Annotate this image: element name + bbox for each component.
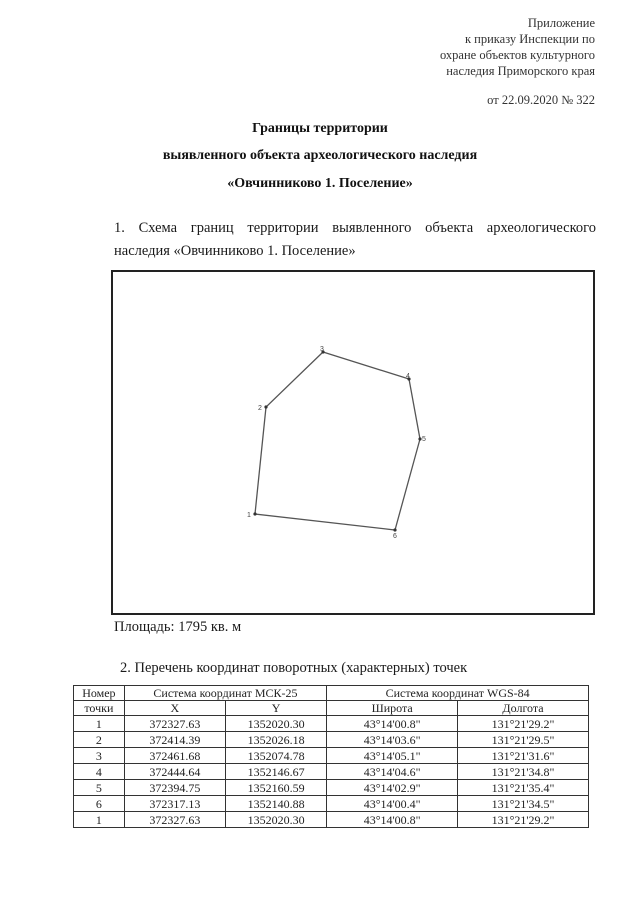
cell-longitude: 131°21'29.5" [458,732,589,748]
cell-latitude: 43°14'03.6" [327,732,458,748]
cell-longitude: 131°21'29.2" [458,716,589,732]
cell-x: 372461.68 [124,748,225,764]
cell-latitude: 43°14'04.6" [327,764,458,780]
header-y: Y [225,701,326,716]
cell-latitude: 43°14'00.4" [327,796,458,812]
cell-x: 372327.63 [124,716,225,732]
document-title-line-3: «Овчинниково 1. Поселение» [227,176,413,191]
cell-longitude: 131°21'34.8" [458,764,589,780]
section2-heading: 2. Перечень координат поворотных (характерных) точек [120,660,468,676]
cell-point-number: 6 [74,796,125,812]
cell-latitude: 43°14'05.1" [327,748,458,764]
table-row [74,780,589,796]
cell-y: 1352020.30 [225,716,326,732]
appendix-line: к приказу Инспекции по [464,32,595,46]
header-longitude: Долгота [458,701,589,716]
header-point: точки [74,701,125,716]
section1-heading-line-2: наследия «Овчинниково 1. Поселение» [114,243,356,259]
cell-latitude: 43°14'00.8" [327,716,458,732]
cell-x: 372414.39 [124,732,225,748]
cell-x: 372444.64 [124,764,225,780]
cell-longitude: 131°21'34.5" [458,796,589,812]
cell-latitude: 43°14'02.9" [327,780,458,796]
table-row [74,796,589,812]
table-header-row [74,686,589,701]
cell-y: 1352020.30 [225,812,326,828]
table-subheader-row [74,701,589,716]
point-label-2: 2 [258,405,262,412]
section1-text-1: 1. Схема границ территории выявленного объекта археологического [114,220,596,236]
point-label-4: 4 [406,373,410,380]
header-wgs84: Система координат WGS-84 [327,686,589,701]
cell-y: 1352026.18 [225,732,326,748]
table-row [74,732,589,748]
point-label-5: 5 [422,436,426,443]
cell-point-number: 5 [74,780,125,796]
cell-y: 1352074.78 [225,748,326,764]
cell-latitude: 43°14'00.8" [327,812,458,828]
cell-point-number: 1 [74,812,125,828]
boundary-point-6 [393,528,396,531]
cell-x: 372327.63 [124,812,225,828]
boundary-point-1 [253,512,256,515]
table-row [74,716,589,732]
document-title-line-2: выявленного объекта археологического наследия [162,148,478,163]
boundary-scheme-svg [113,272,597,617]
table-row [74,748,589,764]
header-latitude: Широта [327,701,458,716]
boundary-point-2 [264,405,267,408]
appendix-line: Приложение [527,16,595,30]
header-number: Номер [74,686,125,701]
point-label-3: 3 [320,346,324,353]
boundary-scheme [111,270,595,615]
cell-longitude: 131°21'29.2" [458,812,589,828]
area-text: Площадь: 1795 кв. м [114,619,242,635]
appendix-line: наследия Приморского края [446,64,595,78]
cell-point-number: 4 [74,764,125,780]
coordinates-table [73,685,589,828]
cell-longitude: 131°21'35.4" [458,780,589,796]
appendix-header [440,15,595,79]
cell-longitude: 131°21'31.6" [458,748,589,764]
cell-y: 1352146.67 [225,764,326,780]
cell-x: 372317.13 [124,796,225,812]
cell-point-number: 1 [74,716,125,732]
cell-x: 372394.75 [124,780,225,796]
document-title-line-1: Границы территории [252,121,388,136]
header-x: X [124,701,225,716]
appendix-line: охране объектов культурного [439,48,595,62]
table-row [74,764,589,780]
header-msk25: Система координат МСК-25 [124,686,327,701]
boundary-polygon [255,352,420,530]
order-date: от 22.09.2020 № 322 [487,93,595,107]
cell-y: 1352140.88 [225,796,326,812]
cell-y: 1352160.59 [225,780,326,796]
point-label-6: 6 [393,533,397,540]
cell-point-number: 3 [74,748,125,764]
table-row [74,812,589,828]
point-label-1: 1 [247,512,251,519]
section1-heading-line-1 [114,216,596,241]
cell-point-number: 2 [74,732,125,748]
